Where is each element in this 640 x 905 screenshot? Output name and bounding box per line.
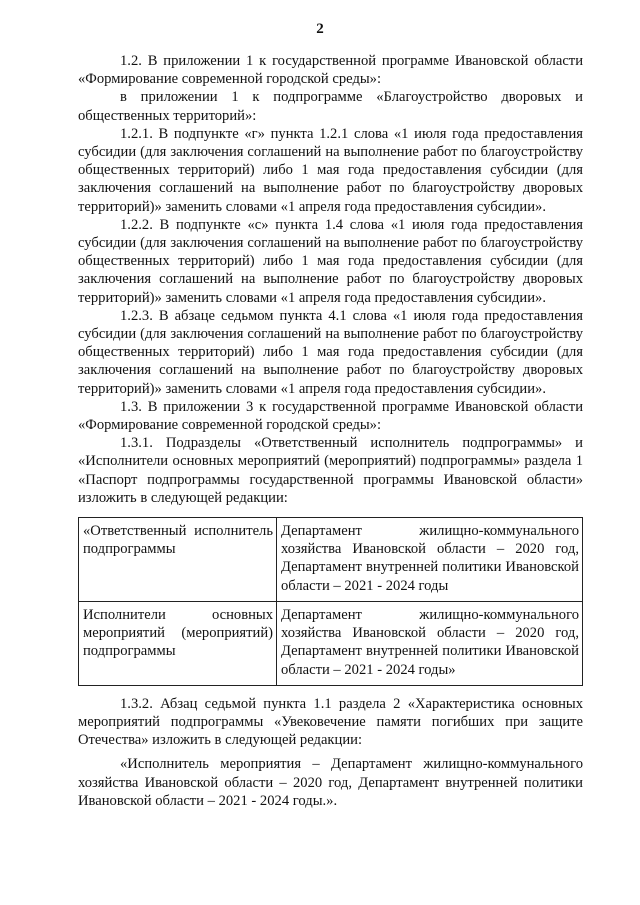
page-number: 2 [316,21,324,37]
paragraph-executor-quote: «Исполнитель мероприятия – Департамент жилищно-коммунального хозяйства Ивановской области – 2020 год, Департамент внутренней политики Ивановской области – 2021 - 2024 годы.». [78,756,583,809]
table-cell-value: Департамент жилищно-коммунального хозяйства Ивановской области – 2020 год, Департамент внутренней политики Ивановской области – 2021 - 2024 годы» [277,601,583,685]
paragraph-1-2-3: 1.2.3. В абзаце седьмом пункта 4.1 слова «1 июля года предоставления субсидии (для заключения соглашений на выполнение работ по благоустройству общественных территорий) либо 1 мая года предоставления субсидии (для заключения соглашений на выполнение работ по благоустройству дворовых территорий)» заменить словами «1 апреля года предоставления субсидии». [78,307,583,397]
document-body [78,52,583,810]
table-row [79,518,583,602]
table-cell-value: Департамент жилищно-коммунального хозяйства Ивановской области – 2020 год, Департамент внутренней политики Ивановской области – 2021 - 2024 годы [277,518,583,602]
paragraph-1-3-2: 1.3.2. Абзац седьмой пункта 1.1 раздела 2 «Характеристика основных мероприятий подпрограммы «Увековечение памяти погибших при защите Отечества» изложить в следующей редакции: [78,695,583,749]
paragraph-1-3: 1.3. В приложении 3 к государственной программе Ивановской области «Формирование современной городской среды»: [78,398,583,434]
table-cell-label: «Ответственный исполнитель подпрограммы [79,518,277,602]
paragraph-1-2-2: 1.2.2. В подпункте «с» пункта 1.4 слова «1 июля года предоставления субсидии (для заключения соглашений на выполнение работ по благоустройству общественных территорий) либо 1 мая года предоставления субсидии (для заключения соглашений на выполнение работ по благоустройству дворовых территорий)» заменить словами «1 апреля года предоставления субсидии». [78,216,583,306]
paragraph-1-3-1: 1.3.1. Подразделы «Ответственный исполнитель подпрограммы» и «Исполнители основных мероприятий (мероприятий) подпрограммы» раздела 1 «Паспорт подпрограммы государственной программы Ивановской области» изложить в следующей редакции: [78,435,583,506]
table-cell-label: Исполнители основных мероприятий (мероприятий) подпрограммы [79,601,277,685]
table-row [79,601,583,685]
passport-table [78,517,583,686]
paragraph-1-2: 1.2. В приложении 1 к государственной программе Ивановской области «Формирование современной городской среды»: [78,53,583,88]
paragraph-appendix-1: в приложении 1 к подпрограмме «Благоустройство дворовых и общественных территорий»: [78,89,583,124]
paragraph-1-2-1: 1.2.1. В подпункте «г» пункта 1.2.1 слова «1 июля года предоставления субсидии (для заключения соглашений на выполнение работ по благоустройству общественных территорий) либо 1 мая года предоставления субсидии (для заключения соглашений на выполнение работ по благоустройству дворовых территорий)» заменить словами «1 апреля года предоставления субсидии». [78,125,583,215]
